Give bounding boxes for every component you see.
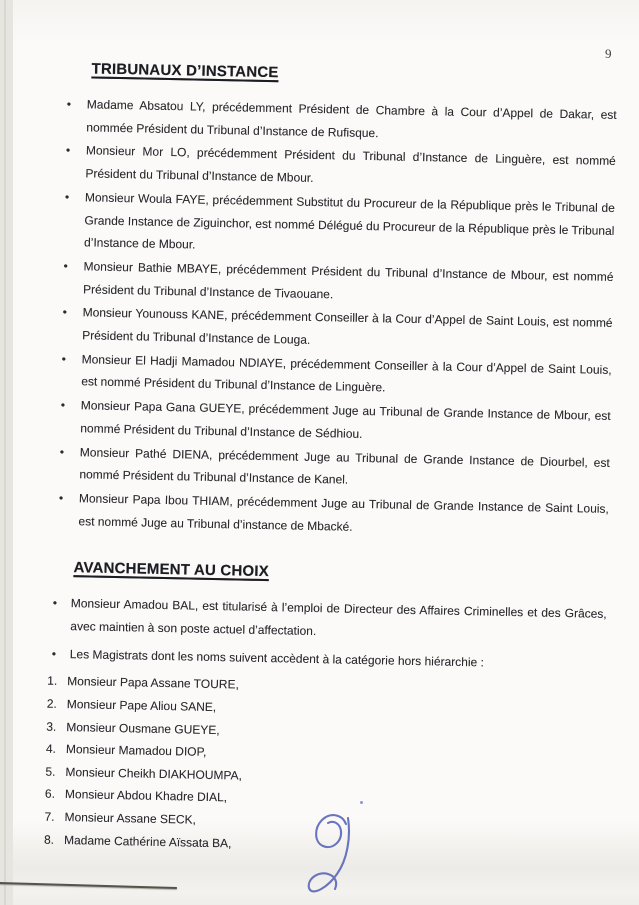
list-item-text: Monsieur Papa Ibou THIAM, précédemment Juge au Tribunal de Grande Instance de Saint Louis, est nommé Juge au Tribunal d’instance de Mbacké.	[78, 491, 609, 534]
list-item-text: Monsieur Woula FAYE, précédemment Substitut du Procureur de la République près le Tribunal de Grande Instance de Ziguinchor, est nommé Délégué du Procureur de la République près le Tribunal d’Instance de Mbour.	[83, 190, 616, 252]
list-item-text: Monsieur Amadou BAL, est titularisé à l’emploi de Directeur des Affaires Criminelles et des Grâces, avec maintien à son poste actuel d’affectation.	[70, 596, 607, 639]
numbered-item-text: Monsieur Abdou Khadre DIAL,	[64, 787, 228, 805]
scan-bottom-edge-line	[0, 882, 177, 889]
numbered-item-text: Monsieur Papa Assane TOURE,	[67, 674, 240, 692]
avancement-bullet-list	[8, 591, 607, 676]
page-number: 9	[605, 46, 612, 61]
bullet-marker: •	[60, 398, 66, 413]
list-item-text: Monsieur Mor LO, précédemment Président du Tribunal d’Instance de Linguère, est nommé Président du Tribunal d’Instance de Mbour.	[85, 143, 616, 186]
numbered-item-text: Madame Cathérine Aïssata BA,	[63, 832, 232, 851]
section-title-tribunaux: TRIBUNAUX D’INSTANCE	[91, 60, 279, 82]
document-page	[13, 0, 639, 905]
bullet-marker: •	[58, 490, 64, 505]
item-number: 4.	[45, 741, 57, 757]
list-item-text: Monsieur Younouss KANE, précédemment Conseiller à la Cour d’Appel de Saint Louis, est nommé Président du Tribunal d’Instance de Louga.	[82, 305, 613, 347]
bullet-marker: •	[62, 305, 68, 320]
list-item-text: Monsieur Papa Gana GUEYE, précédemment Juge au Tribunal de Grande Instance de Mbour, est nommé Président du Tribunal d’Instance de Sédhiou.	[80, 398, 611, 441]
item-number: 7.	[44, 809, 55, 824]
item-number: 8.	[43, 832, 55, 847]
page-content	[4, 46, 618, 862]
ink-speck	[360, 801, 363, 804]
bullet-marker: •	[51, 646, 57, 661]
bullet-marker: •	[63, 258, 68, 273]
item-number: 2.	[46, 696, 57, 711]
item-number: 6.	[44, 787, 56, 802]
list-item-text: Madame Absatou LY, précédemment Président de Chambre à la Cour d’Appel de Dakar, est nommée Président du Tribunal d’Instance de Rufisque.	[86, 97, 617, 140]
list-item-text: Monsieur El Hadji Mamadou NDIAYE, précédemment Conseiller à la Cour d’Appel de Saint Louis, est nommé Président du Tribunal d’Instance de Linguère.	[81, 352, 612, 395]
signature-initials-icon	[302, 810, 362, 905]
tribunaux-appointments-list	[10, 92, 617, 543]
bullet-marker: •	[64, 189, 70, 204]
section-tribunaux	[10, 59, 617, 543]
list-item-text: Les Magistrats dont les noms suivent accèdent à la catégorie hors hiérarchie :	[69, 646, 485, 670]
numbered-item-text: Monsieur Cheikh DIAKHOUMPA,	[65, 764, 243, 783]
list-item-text: Monsieur Pathé DIENA, précédemment Juge au Tribunal de Grande Instance de Diourbel, est nommé Président du Tribunal d’Instance de Kanel.	[79, 444, 610, 487]
item-number: 3.	[46, 719, 57, 734]
numbered-item-text: Monsieur Ousmane GUEYE,	[66, 719, 220, 737]
item-number: 5.	[45, 764, 56, 779]
bullet-marker: •	[52, 596, 58, 611]
bullet-marker: •	[59, 444, 65, 459]
bullet-marker: •	[61, 351, 67, 366]
numbered-item-text: Monsieur Pape Aliou SANE,	[66, 697, 217, 715]
section-title-avancement: AVANCHEMENT AU CHOIX	[73, 559, 270, 581]
numbered-item-text: Monsieur Mamadou DIOP,	[65, 742, 207, 760]
item-number: 1.	[47, 674, 58, 689]
list-item-text: Monsieur Bathie MBAYE, précédemment Président du Tribunal d’Instance de Mbour, est nommé Président du Tribunal d’Instance de Tivaouane.	[82, 259, 614, 301]
list-item	[16, 185, 615, 265]
numbered-item-text: Monsieur Assane SECK,	[64, 810, 197, 827]
list-item	[8, 591, 607, 648]
bullet-marker: •	[65, 143, 71, 158]
bullet-marker: •	[66, 96, 72, 112]
